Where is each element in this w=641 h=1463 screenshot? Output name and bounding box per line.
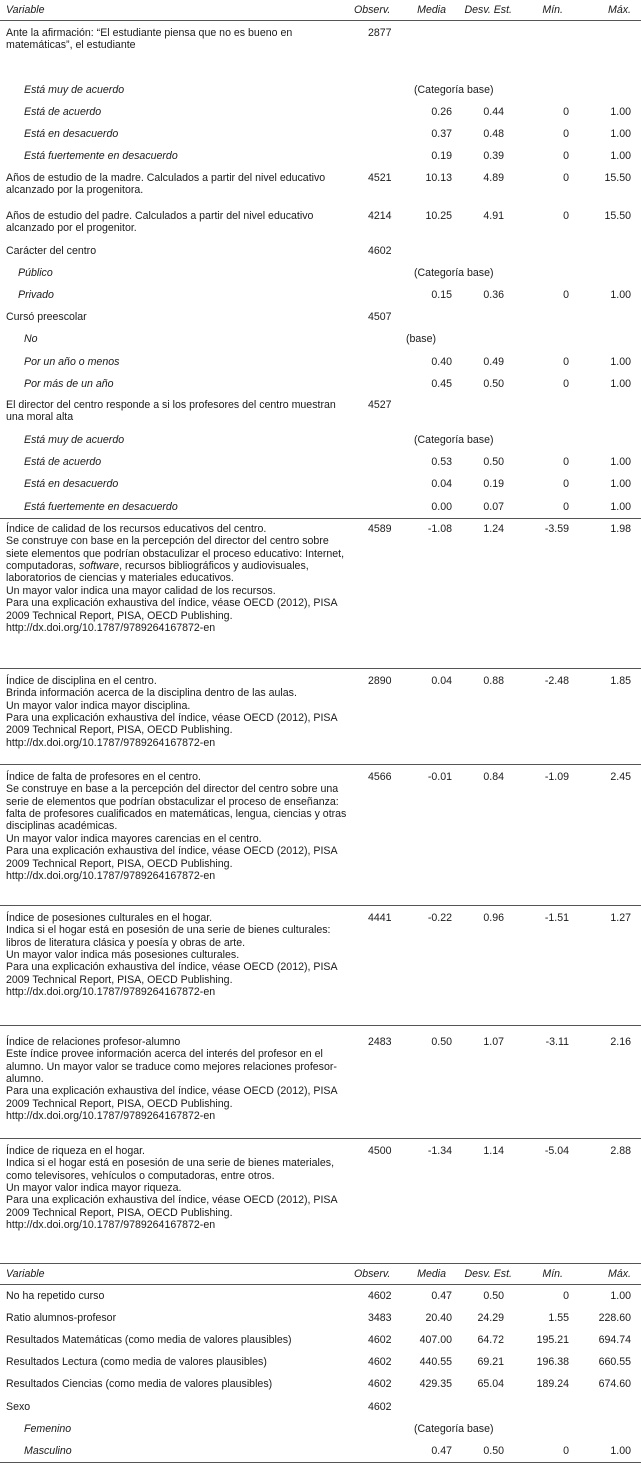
header-variable: Variable [0,1263,352,1284]
header-mean: Media [406,1263,458,1284]
row-label: Ratio alumnos-profesor [6,1311,117,1324]
row-label: Por más de un año [24,377,114,390]
row-obs: 4602 [368,1400,392,1413]
row-sd: 0.49 [483,355,504,368]
row-max: 1.00 [610,1289,631,1302]
index-interpretation: Un mayor valor indica una mayor calidad de los recursos. [6,584,276,597]
table-row [0,21,641,80]
row-obs: 4602 [368,1356,392,1369]
row-obs: 4500 [368,1144,392,1157]
header-min: Mín. [542,3,563,16]
row-label: Está de acuerdo [24,106,102,119]
table-row [0,262,641,284]
index-description [0,1025,352,1138]
row-min: 0 [563,150,569,163]
row-obs: 4602 [368,1378,392,1391]
row-mean: -1.08 [406,518,458,668]
row-mean: -1.34 [427,1144,452,1157]
row-min: 195.21 [536,1334,569,1347]
table-row [0,240,641,262]
row-min: 0 [563,1289,569,1302]
index-desc: Se construye en base a la percepción del director del centro sobre una serie de elementos que podrían obstaculizar el proceso de enseñanza: falta de profesores cualificados en matemáticas, lengua, ciencias y otras disciplinas académicas. [6,783,347,833]
table-row [0,1374,641,1396]
header-max: Máx. [608,3,631,16]
row-obs: 4589 [352,518,406,668]
row-max: 660.55 [598,1356,631,1369]
row-label: Está en desacuerdo [24,478,119,491]
row-min: -1.51 [518,905,579,1025]
index-row-disciplina [0,668,641,764]
row-sd: 0.50 [458,1440,518,1463]
table-row [0,496,641,519]
header-max: Máx. [579,1263,641,1284]
row-mean: 0.40 [431,355,452,368]
row-sd: 0.84 [458,764,518,905]
row-obs: 4602 [368,1289,392,1302]
row-label: Público [18,266,53,279]
row-min: 0 [563,377,569,390]
table-row [0,1418,641,1440]
index-desc [6,535,352,585]
row-sd: 0.48 [483,128,504,141]
row-mean: 10.13 [425,171,452,184]
row-min: -3.11 [518,1025,579,1138]
row-max: 674.60 [598,1378,631,1391]
row-sd: 0.88 [458,668,518,764]
index-desc: Este índice provee información acerca del interés del profesor en el alumno. Un mayor valor se traduce como mejores relaciones profesor-alumno. [6,1048,337,1086]
row-min: 0 [563,171,569,184]
header-mean: Media [417,3,446,16]
row-obs: 4602 [368,244,392,257]
index-reference: Para una explicación exhaustiva del índice, véase OECD (2012), PISA 2009 Technical Report, PISA, OECD Publishing. http://dx.doi.org/10.1787/9789264167872-en [6,845,337,883]
row-base: (Categoría base) [414,433,494,446]
table-row [0,79,641,101]
row-base: (Categoría base) [414,83,494,96]
row-sd: 0.50 [483,377,504,390]
row-mean: 0.04 [406,668,458,764]
row-label: Está fuertemente en desacuerdo [0,496,352,519]
row-min: 0 [518,1440,579,1463]
table-row [0,451,641,473]
row-mean: 0.50 [406,1025,458,1138]
row-mean: 0.19 [431,150,452,163]
row-sd: 0.50 [483,456,504,469]
row-mean: 20.40 [425,1311,452,1324]
row-mean: 0.00 [406,496,458,519]
table-row [0,329,641,351]
row-obs: 3483 [368,1311,392,1324]
row-mean: -0.01 [406,764,458,905]
row-sd: 24.29 [477,1311,504,1324]
row-mean: -0.22 [406,905,458,1025]
row-sd: 69.21 [477,1356,504,1369]
row-label: Masculino [0,1440,352,1463]
row-label: Está muy de acuerdo [24,433,125,446]
index-description [0,764,352,905]
row-min: 0 [563,355,569,368]
index-desc-part: Se construye con base en la percepción del director del centro sobre siete elementos que podrían obstaculizar el proceso educativo: Internet, computadoras, [6,535,345,573]
row-sd: 1.24 [458,518,518,668]
table-row [0,1307,641,1329]
row-min: -2.48 [518,668,579,764]
header-sd: Desv. Est. [458,1263,518,1284]
row-min: 0 [563,456,569,469]
row-max: 228.60 [598,1311,631,1324]
row-min: 0 [563,128,569,141]
row-min: 0 [518,496,579,519]
row-obs: 4602 [368,1334,392,1347]
row-min: 0 [563,106,569,119]
row-sd: 64.72 [477,1334,504,1347]
index-reference: Para una explicación exhaustiva del índice, véase OECD (2012), PISA 2009 Technical Report, PISA, OECD Publishing. http://dx.doi.org/10.1787/9789264167872-en [6,1085,337,1123]
index-title: Índice de disciplina en el centro. [6,674,157,687]
row-label: Resultados Lectura (como media de valores plausibles) [6,1356,267,1369]
row-mean: 0.45 [431,377,452,390]
row-max: 15.50 [604,171,631,184]
row-min: -3.59 [518,518,579,668]
index-desc-part: , recursos bibliográficos y audiovisuales, laboratorios de ciencias y materiales educativos. [6,560,309,585]
row-label: Resultados Ciencias (como media de valores plausibles) [6,1378,273,1391]
row-obs: 2877 [368,27,392,39]
row-obs: 4566 [352,764,406,905]
index-title: Índice de falta de profesores en el centro. [6,770,201,783]
row-mean: 407.00 [419,1334,452,1347]
row-label: Resultados Matemáticas (como media de valores plausibles) [6,1334,292,1347]
row-max: 1.00 [579,1440,641,1463]
row-max: 1.00 [610,377,631,390]
table-row [0,351,641,373]
row-sd: 0.44 [483,106,504,119]
row-mean: 0.15 [431,289,452,302]
index-interpretation: Un mayor valor indica mayores carencias en el centro. [6,832,262,845]
index-description [0,518,352,668]
index-description [0,905,352,1025]
table-row [0,1396,641,1418]
row-label: Está en desacuerdo [24,128,119,141]
table-row [0,306,641,328]
table-header-repeat [0,1263,641,1284]
row-label: Femenino [24,1422,72,1435]
row-obs: 4441 [352,905,406,1025]
row-obs: 2483 [352,1025,406,1138]
table-row [0,1351,641,1373]
index-row-riqueza [0,1138,641,1263]
row-max: 2.45 [579,764,641,905]
row-obs: 2890 [352,668,406,764]
row-mean: 0.04 [431,478,452,491]
index-desc-emphasis: software [79,560,120,573]
table-row [0,1284,641,1307]
row-sd: 0.36 [483,289,504,302]
index-reference: Para una explicación exhaustiva del índice, véase OECD (2012), PISA 2009 Technical Report, PISA, OECD Publishing. http://dx.doi.org/10.1787/9789264167872-en [6,961,337,999]
row-max: 15.50 [604,209,631,222]
row-label: El director del centro responde a si los profesores del centro muestran una moral alta [6,399,336,424]
header-obs: Observ. [352,1263,406,1284]
row-sd: 0.39 [483,150,504,163]
index-title: Índice de calidad de los recursos educativos del centro. [6,522,267,535]
row-max: 1.00 [610,106,631,119]
row-min: 0 [563,478,569,491]
row-sd: 1.14 [483,1144,504,1157]
row-label: Está muy de acuerdo [24,83,125,96]
index-row-posesiones [0,905,641,1025]
header-min: Mín. [518,1263,579,1284]
row-label: Por un año o menos [24,355,120,368]
row-obs: 4214 [368,209,392,222]
header-sd: Desv. Est. [464,3,512,16]
row-label: Cursó preescolar [6,311,87,324]
index-reference: Para una explicación exhaustiva del índice, véase OECD (2012), PISA 2009 Technical Report, PISA, OECD Publishing. http://dx.doi.org/10.1787/9789264167872-en [6,597,337,635]
row-sd: 1.07 [458,1025,518,1138]
row-max: 1.85 [579,668,641,764]
index-interpretation: Un mayor valor indica mayor disciplina. [6,699,191,712]
row-max: 1.27 [579,905,641,1025]
row-min: 1.55 [548,1311,569,1324]
row-mean: 0.47 [406,1440,458,1463]
header-variable: Variable [6,3,45,16]
row-sd: 0.96 [458,905,518,1025]
index-reference: Para una explicación exhaustiva del índice, véase OECD (2012), PISA 2009 Technical Report, PISA, OECD Publishing. http://dx.doi.org/10.1787/9789264167872-en [6,712,337,749]
row-max: 1.00 [610,355,631,368]
row-base: (Categoría base) [414,1422,494,1435]
row-label: Está fuertemente en desacuerdo [24,150,178,163]
index-reference: Para una explicación exhaustiva del índice, véase OECD (2012), PISA 2009 Technical Report, PISA, OECD Publishing. http://dx.doi.org/10.1787/9789264167872-en [6,1194,337,1232]
row-base: (base) [406,333,437,346]
header-obs: Observ. [354,3,391,16]
index-title: Índice de relaciones profesor-alumno [6,1035,181,1048]
row-label: No ha repetido curso [6,1289,105,1302]
row-max: 1.00 [610,478,631,491]
index-desc: Brinda información acerca de la disciplina dentro de las aulas. [6,687,297,700]
row-min: 0 [563,289,569,302]
index-interpretation: Un mayor valor indica mayor riqueza. [6,1182,182,1195]
row-max: 2.88 [610,1144,631,1157]
index-interpretation: Un mayor valor indica más posesiones culturales. [6,949,240,962]
index-desc: Indica si el hogar está en posesión de una serie de bienes materiales, como televisores, vehículos o computadoras, entre otros. [6,1157,335,1182]
row-min: 0 [563,209,569,222]
row-label: Privado [18,289,54,302]
row-label: Años de estudio del padre. Calculados a partir del nivel educativo alcanzado por el progenitor. [6,209,314,235]
row-min: -5.04 [544,1144,569,1157]
row-sd: 4.91 [483,209,504,222]
row-label: Está de acuerdo [24,456,102,469]
row-max: 2.16 [579,1025,641,1138]
table-row [0,101,641,123]
row-mean: 0.53 [431,456,452,469]
row-max: 1.00 [610,128,631,141]
row-max: 694.74 [598,1334,631,1347]
row-sd: 0.50 [483,1289,504,1302]
row-max: 1.00 [610,456,631,469]
row-mean: 0.37 [431,128,452,141]
row-mean: 10.25 [425,209,452,222]
row-label: No [24,333,38,346]
index-description [0,1138,352,1263]
index-row-falta-profesores [0,764,641,905]
index-row-relaciones [0,1025,641,1138]
index-description [0,668,352,764]
table-row [0,1329,641,1351]
row-label: Ante la afirmación: “El estudiante piensa que no es bueno en matemáticas”, el estudiante [6,27,293,52]
table-row [0,284,641,306]
row-max: 1.98 [579,518,641,668]
row-mean: 440.55 [419,1356,452,1369]
index-row-recursos [0,518,641,668]
index-desc: Indica si el hogar está en posesión de una serie de bienes culturales: libros de literatura clásica y poesía y obras de arte. [6,924,331,949]
row-min: -1.09 [518,764,579,905]
row-min: 189.24 [536,1378,569,1391]
table-row [0,206,641,240]
row-max: 1.00 [610,289,631,302]
row-base: (Categoría base) [414,266,494,279]
row-mean: 0.26 [431,106,452,119]
table-row [0,146,641,168]
row-label: Carácter del centro [6,244,97,257]
table-row [0,1440,641,1463]
table-row [0,373,641,395]
table-row [0,168,641,206]
row-sd: 65.04 [477,1378,504,1391]
row-mean: 429.35 [419,1378,452,1391]
table-row [0,123,641,145]
row-obs: 4507 [368,311,392,324]
table-row [0,395,641,429]
row-label: Años de estudio de la madre. Calculados a partir del nivel educativo alcanzado por la progenitora. [6,171,326,197]
row-sd: 0.07 [458,496,518,519]
index-title: Índice de posesiones culturales en el hogar. [6,911,213,924]
row-max: 1.00 [579,496,641,519]
row-sd: 0.19 [483,478,504,491]
table-row [0,429,641,451]
row-max: 1.00 [610,150,631,163]
row-obs: 4521 [368,171,392,184]
row-obs: 4527 [368,399,392,412]
row-sd: 4.89 [483,171,504,184]
row-mean: 0.47 [431,1289,452,1302]
row-min: 196.38 [536,1356,569,1369]
table-row [0,473,641,495]
index-title: Índice de riqueza en el hogar. [6,1144,145,1157]
table-header [0,0,641,21]
row-label: Sexo [6,1400,31,1413]
